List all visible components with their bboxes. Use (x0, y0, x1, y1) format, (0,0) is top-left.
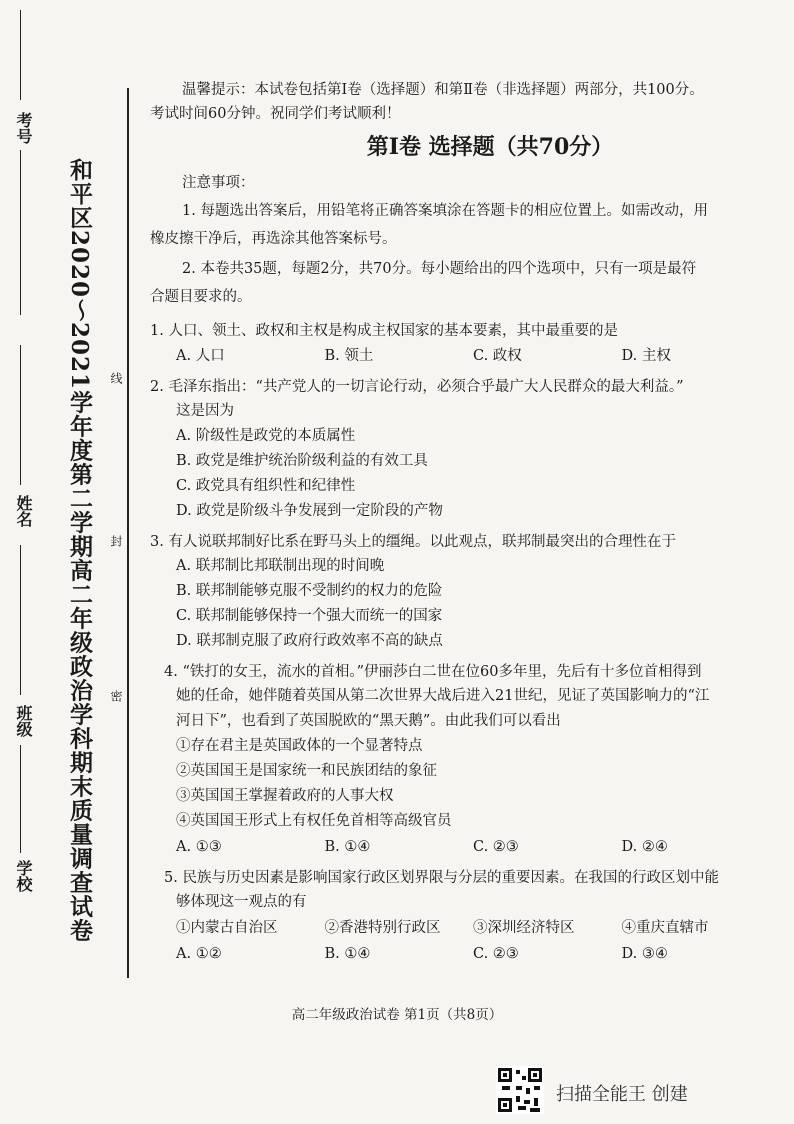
q5-item-3: ③深圳经济特区 (473, 920, 575, 936)
banji-rule (20, 545, 21, 695)
q2-option-a: A. 阶级性是政党的本质属性 (176, 428, 356, 444)
q4-item-2: ②英国国王是国家统一和民族团结的象征 (176, 763, 437, 779)
exam-content (150, 78, 770, 967)
label-xuexiao: 学校 (14, 860, 33, 892)
q1-option-d: D. 主权 (621, 348, 671, 364)
q4-option-b: B. ①④ (324, 839, 371, 855)
q5-stem: 5. 民族与历史因素是影响国家行政区划界限与分层的重要因素。在我国的行政区划中能 (164, 870, 719, 886)
q2-stem: 2. 毛泽东指出：“共产党人的一切言论行动，必须合乎最广大人民群众的最大利益。” (150, 379, 684, 395)
q4-stem-3: 河日下”，也看到了英国脱欧的“黑天鹅”。由此我们可以看出 (176, 713, 561, 729)
q3-option-b: B. 联邦制能够克服不受制约的权力的危险 (176, 583, 443, 599)
hint-line-1: 温馨提示：本试卷包括第Ⅰ卷（选择题）和第Ⅱ卷（非选择题）两部分，共100分。 (182, 82, 704, 98)
q5-items (150, 915, 770, 941)
xuexiao-rule (20, 745, 21, 853)
q1-option-c: C. 政权 (473, 348, 522, 364)
q2-option-d: D. 政党是阶级斗争发展到一定阶段的产物 (176, 503, 443, 519)
question-1 (150, 319, 770, 369)
note-2b: 合题目要求的。 (150, 289, 252, 305)
q4-stem-2: 她的任命，她伴随着英国从第二次世界大战后进入21世纪，见证了英国影响力的“江 (176, 688, 710, 704)
q5-options (150, 941, 770, 967)
q5-option-d: D. ③④ (621, 946, 668, 962)
q4-option-a: A. ①③ (176, 839, 222, 855)
q5-item-4: ④重庆直辖市 (621, 920, 709, 936)
exam-title-vertical: 和平区2020～2021学年度第二学期高二年级政治学科期末质量调查试卷 (66, 158, 93, 943)
q2-stem-2: 这是因为 (176, 403, 234, 419)
q1-stem: 1. 人口、领土、政权和主权是构成主权国家的基本要素，其中最重要的是 (150, 323, 618, 339)
q3-option-c: C. 联邦制能够保持一个强大而统一的国家 (176, 608, 443, 624)
scanner-brand: 扫描全能王 创建 (556, 1084, 688, 1105)
q5-item-1: ①内蒙古自治区 (176, 920, 278, 936)
qr-code-icon (496, 1066, 544, 1114)
q1-option-b: B. 领土 (324, 348, 374, 364)
q1-options (150, 343, 770, 369)
question-2 (150, 375, 770, 524)
q4-option-c: C. ②③ (473, 839, 519, 855)
xingming-rule (20, 150, 21, 315)
binding-margin (0, 0, 140, 1124)
question-3 (150, 530, 770, 654)
hint-line-2: 考试时间60分钟。祝同学们考试顺利！ (150, 106, 401, 122)
question-4 (150, 660, 770, 860)
q5-option-c: C. ②③ (473, 946, 519, 962)
q5-option-a: A. ①② (176, 946, 222, 962)
q2-option-b: B. 政党是维护统治阶级利益的有效工具 (176, 453, 428, 469)
binding-line (127, 88, 129, 978)
xingming-rule-2 (20, 345, 21, 485)
q5-item-2: ②香港特别行政区 (324, 920, 441, 936)
label-xingming: 姓名 (14, 495, 33, 527)
q3-stem: 3. 有人说联邦制好比系在野马头上的缰绳。以此观点，联邦制最突出的合理性在于 (150, 534, 676, 550)
label-kaohao: 考号 (14, 112, 33, 144)
cut-mark-mi: 密 (109, 690, 123, 702)
q5-option-b: B. ①④ (324, 946, 371, 962)
q4-item-3: ③英国国王掌握着政府的人事大权 (176, 788, 394, 804)
page-footer: 高二年级政治试卷 第1页（共8页） (291, 1007, 503, 1023)
cut-mark-xian: 线 (109, 372, 123, 384)
q2-option-c: C. 政党具有组织性和纪律性 (176, 478, 356, 494)
q5-stem-2: 够体现这一观点的有 (176, 894, 307, 910)
cut-mark-feng: 封 (109, 535, 123, 547)
notes-heading: 注意事项： (182, 175, 255, 191)
q1-option-a: A. 人口 (176, 348, 225, 364)
note-2: 2. 本卷共35题，每题2分，共70分。每小题给出的四个选项中，只有一项是最符 (182, 261, 697, 277)
note-1: 1. 每题选出答案后，用铅笔将正确答案填涂在答题卡的相应位置上。如需改动，用 (182, 203, 708, 219)
q4-option-d: D. ②④ (621, 839, 668, 855)
q4-options (150, 834, 770, 860)
note-1b: 橡皮擦干净后，再选涂其他答案标号。 (150, 231, 397, 247)
q3-option-a: A. 联邦制比邦联制出现的时间晚 (176, 558, 385, 574)
section-title: 第Ⅰ卷 选择题（共70分） (366, 134, 614, 160)
kaohao-rule (20, 10, 21, 100)
q4-item-1: ①存在君主是英国政体的一个显著特点 (176, 738, 423, 754)
label-banji: 班级 (14, 705, 33, 737)
q3-option-d: D. 联邦制克服了政府行政效率不高的缺点 (176, 633, 443, 649)
q4-item-4: ④英国国王形式上有权任免首相等高级官员 (176, 813, 452, 829)
question-5 (150, 866, 770, 967)
q4-stem: 4. “铁打的女王，流水的首相。”伊丽莎白二世在位60多年里，先后有十多位首相得到 (164, 664, 702, 680)
